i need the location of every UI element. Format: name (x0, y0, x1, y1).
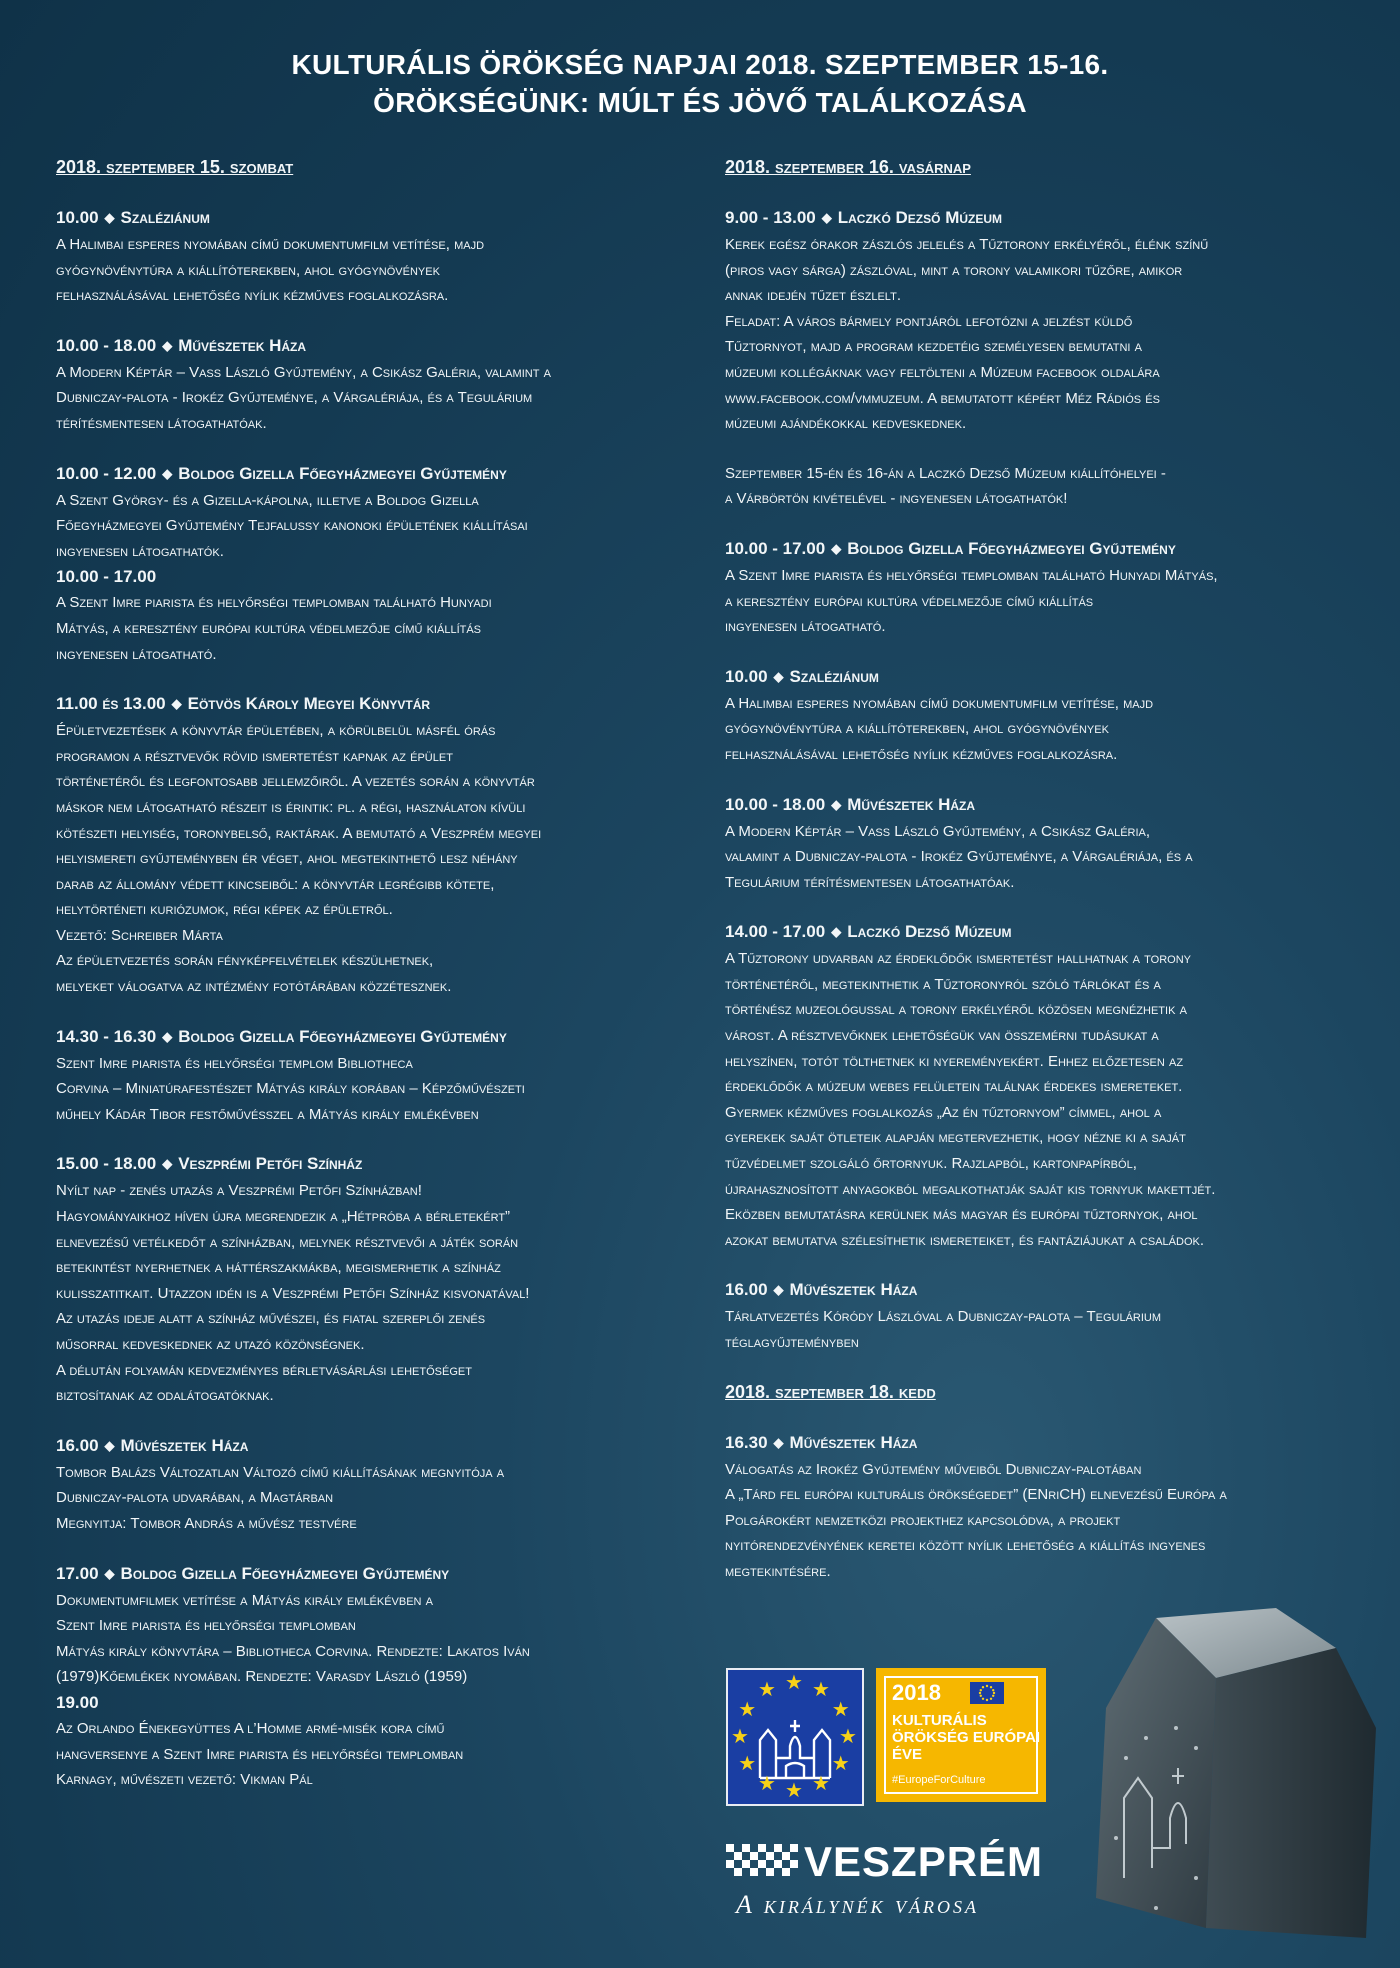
event-description-line: biztosítanak az odalátogatóknak. (56, 1387, 274, 1405)
diamond-icon: ◆ (104, 210, 115, 225)
event-heading (725, 664, 1350, 691)
event-description-line: hangversenye a Szent Imre piarista és helyőrségi templomban (56, 1745, 464, 1763)
event-description-line: Épületvezetések a könyvtár épületében, a körülbelül másfél órás (56, 722, 496, 740)
sunday-event (725, 664, 1350, 768)
sunday-event (725, 792, 1350, 896)
event-description-line: Hagyományaikhoz híven újra megrendezik a „Hétpróba a bérletekért” (56, 1208, 511, 1226)
event-description-line: Polgárokért nemzetközi projekthez kapcsolódva, a projekt (725, 1511, 1121, 1529)
event-description-line: annak idején tűzet észlelt. (725, 287, 901, 305)
event-time: 17.00 (56, 1563, 99, 1583)
engraved-stone-image (1086, 1608, 1386, 1948)
saturday-event (56, 1561, 676, 1793)
event-description-line: Az utazás ideje alatt a színház művészei, és fiatal szereplői zenés (56, 1310, 486, 1328)
event-description-line: gyerekek saját ötleteik alapján megtervezhetik, hogy nézne ki a saját (725, 1129, 1186, 1147)
poster-header (0, 46, 1400, 122)
event-description-line: kulisszatitkait. Utazzon idén is a Veszprémi Petőfi Színház kisvonatával! (56, 1284, 530, 1302)
diamond-icon: ◆ (162, 465, 173, 481)
event-subheading-time: 19.00 (56, 1692, 99, 1712)
event-description-line: történetéről és legfontosabb jellemzőiről. A vezetés során a könyvtár (56, 773, 535, 791)
event-description-line: Az Orlando Énekegyüttes A l’Homme armé-misék kora című (56, 1719, 445, 1737)
event-venue: Szaléziánum (789, 666, 879, 686)
diamond-icon: ◆ (171, 696, 182, 712)
eu-star-icon: ★ (785, 1672, 803, 1694)
event-description-line: Karnagy, művészeti vezető: Vikman Pál (56, 1771, 313, 1789)
event-description-line: Válogatás az Irokéz Gyűjtemény műveiből Dubniczay-palotában (725, 1460, 1142, 1478)
event-description-line: elnevezésű vetélkedőt a színházban, melynek résztvevői a játék során (56, 1233, 519, 1251)
event-description-line: Nyílt nap - zenés utazás a Veszprémi Petőfi Színházban! (56, 1182, 422, 1200)
day-title-tuesday: 2018. szeptember 18. kedd (725, 1381, 936, 1402)
event-description-line: Gyermek kézműves foglalkozás „Az én tűztornyom” címmel, ahol a (725, 1103, 1162, 1121)
sunday-event (725, 536, 1350, 640)
eu-star-icon: ★ (738, 1699, 757, 1721)
event-description-line: ingyenesen látogatható. (56, 645, 217, 663)
eu-star-icon: ★ (831, 1753, 850, 1775)
eu-star-icon: ★ (812, 1679, 830, 1702)
event-heading (56, 1433, 676, 1460)
diamond-icon: ◆ (831, 796, 842, 812)
event-description-line: A Szent Imre piarista és helyőrségi templomban található Hunyadi Mátyás, (725, 566, 1218, 584)
event-heading (56, 461, 676, 488)
event-description-line: Tegulárium térítésmentesen látogathatóak. (725, 873, 1015, 891)
saturday-event (56, 1024, 676, 1128)
event-description-line: téglagyűjteményben (725, 1334, 859, 1351)
eu-star-icon: ★ (785, 1780, 803, 1802)
event-venue: Szaléziánum (120, 208, 210, 227)
event-description-line: Mátyás király könyvtára – Bibliotheca Corvina. Rendezte: Lakatos Iván (56, 1642, 530, 1660)
event-description-line: Vezető: Schreiber Márta (56, 926, 223, 944)
event-description-line: Főegyházmegyei Gyűjtemény Tejfalussy kanonoki épületének kiállításai (56, 517, 528, 535)
event-description-line: Feladat: A város bármely pontjáról lefotózni a jelzést küldő (725, 312, 1133, 330)
tuesday-event (725, 1430, 1350, 1585)
event-heading (56, 333, 676, 360)
event-time: 14.00 - 17.00 (725, 922, 826, 942)
saturday-event (56, 461, 676, 668)
event-heading (725, 536, 1350, 563)
event-description-line: máskor nem látogatható részeit is érintik: pl. a régi, használaton kívüli (56, 798, 526, 816)
diamond-icon: ◆ (162, 1156, 173, 1172)
day-title-sunday: 2018. szeptember 16. vasárnap (725, 157, 971, 177)
event-description-line: A Halimbai esperes nyomában című dokumentumfilm vetítése, majd (725, 694, 1154, 712)
event-heading (725, 919, 1350, 946)
event-time: 16.00 (725, 1280, 768, 1300)
event-description-line: A Szent Imre piarista és helyőrségi templomban található Hunyadi (56, 594, 492, 612)
diamond-icon: ◆ (773, 1282, 784, 1298)
eu-stars-logo (726, 1668, 864, 1806)
saturday-event (56, 333, 676, 437)
diamond-icon: ◆ (821, 210, 832, 225)
event-description-line: ingyenesen látogathatók. (56, 542, 224, 560)
event-venue: Művészetek Háza (120, 1435, 249, 1455)
day-title-saturday: 2018. szeptember 15. szombat (56, 157, 294, 177)
event-description-line: térítésmentesen látogathatóak. (56, 414, 267, 432)
event-description-line: A Szent György- és a Gizella-kápolna, illetve a Boldog Gizella (56, 491, 479, 509)
event-heading (56, 1151, 676, 1178)
event-description-line: múzeumi kollégáknak vagy feltölteni a Múzeum facebook oldalára (725, 363, 1160, 381)
event-description-line: Tűztornyot, majd a program kezdetéig személyesen bemutatni a (725, 338, 1142, 356)
blank-line (725, 437, 1350, 461)
event-venue: Veszprémi Petőfi Színház (178, 1154, 363, 1174)
event-description-line: kötészeti helyiség, toronybelső, raktárak. A bemutató a Veszprém megyei (56, 824, 542, 842)
event-description-line: www.facebook.com/vmmuzeum. A bemutatott képért Méz Rádiós és (725, 389, 1160, 407)
event-venue: Boldog Gizella Főegyházmegyei Gyűjtemény (178, 1026, 507, 1046)
event-time: 16.30 (725, 1432, 768, 1452)
event-time: 10.00 (56, 208, 99, 227)
event-description-line: (1979)Kőemlékek nyomában. Rendezte: Varasdy László (1959) (56, 1668, 468, 1686)
eu-star-icon: ★ (839, 1726, 857, 1748)
event-time: 11.00 és 13.00 (56, 694, 166, 714)
event-time: 10.00 - 17.00 (725, 538, 826, 558)
event-venue: Művészetek Háza (847, 794, 976, 814)
eych-year: 2018 (892, 1680, 941, 1705)
event-venue: Boldog Gizella Főegyházmegyei Gyűjtemény (120, 1563, 450, 1583)
event-description-line: A „Tárd fel európai kulturális örökségedet” (ENriCH) elnevezésű Európa a (725, 1486, 1227, 1504)
eu-star-icon: ★ (738, 1753, 757, 1775)
eu-star-icon: ★ (812, 1772, 830, 1795)
european-year-cultural-heritage-logo (876, 1668, 1046, 1802)
eych-text-line3: ÉVE (892, 1746, 923, 1763)
event-description-line: a Várbörtön kivételével - ingyenesen látogathatók! (725, 490, 1068, 508)
event-description-line: megtekintésére. (725, 1562, 831, 1580)
castle-icon (750, 1700, 840, 1780)
event-time: 10.00 (725, 666, 768, 686)
event-heading (56, 1561, 676, 1588)
event-time: 16.00 (56, 1435, 99, 1455)
poster-title-line1: KULTURÁLIS ÖRÖKSÉG NAPJAI 2018. SZEPTEMBER 15-16. (291, 49, 1109, 80)
event-heading (725, 792, 1350, 819)
event-description-line: Dubniczay-palota udvarában, a Magtárban (56, 1489, 334, 1507)
event-description-line: Eközben bemutatásra kerülnek más magyar és európai tűztornyok, ahol (725, 1206, 1198, 1224)
event-description-line: A Halimbai esperes nyomában című dokumentumfilm vetítése, majd (56, 236, 485, 253)
event-description-line: helyszínen, totót tölthetnek ki nyereményekért. Ehhez előzetesen az (725, 1052, 1184, 1070)
eych-hashtag: #EuropeForCulture (892, 1774, 986, 1786)
event-description-line: felhasználásával lehetőség nyílik kézműves foglalkozásra. (56, 287, 449, 305)
event-heading (56, 205, 676, 232)
event-description-line: Tárlatvezetés Kóródy Lászlóval a Dubniczay-palota – Tegulárium (725, 1308, 1162, 1326)
event-description-line: Szeptember 15-én és 16-án a Laczkó Dezső Múzeum kiállítóhelyei - (725, 464, 1166, 482)
event-description-line: Tombor Balázs Változatlan Változó című kiállításának megnyitója a (56, 1463, 505, 1481)
event-time: 14.30 - 16.30 (56, 1026, 157, 1046)
diamond-icon: ◆ (773, 668, 784, 684)
event-heading (56, 691, 676, 718)
checkered-crown-icon (726, 1844, 798, 1884)
event-venue: Boldog Gizella Főegyházmegyei Gyűjtemény (178, 463, 507, 483)
poster-title-line2: ÖRÖKSÉGÜNK: MÚLT ÉS JÖVŐ TALÁLKOZÁSA (373, 87, 1027, 118)
event-description-line: darab az állomány védett kincseiből: a könyvtár legrégibb kötete, (56, 875, 495, 893)
event-description-line: Dubniczay-palota - Irokéz Gyűjteménye, a Várgalériája, és a Tegulárium (56, 389, 533, 407)
diamond-icon: ◆ (831, 924, 842, 940)
diamond-icon: ◆ (831, 540, 842, 556)
event-venue: Boldog Gizella Főegyházmegyei Gyűjtemény (847, 538, 1176, 558)
event-venue: Eötvös Károly Megyei Könyvtár (187, 694, 431, 714)
left-column-schedule (56, 155, 676, 1817)
event-time: 9.00 - 13.00 (725, 208, 816, 227)
event-heading (56, 1024, 676, 1051)
event-venue: Művészetek Háza (178, 335, 307, 355)
event-description-line: történész muzeológussal a torony erkélyéről közösen megnézhetik a (725, 1001, 1187, 1019)
event-description-line: várost. A résztvevőknek lehetőségük van összemérni tudásukat a (725, 1027, 1159, 1045)
sunday-event (725, 1277, 1350, 1355)
eych-text-line1: KULTURÁLIS (892, 1712, 987, 1729)
right-column-schedule (725, 155, 1350, 1609)
eu-star-icon: ★ (731, 1726, 749, 1748)
event-description-line: műhely Kádár Tibor festőművésszel a Mátyás király emlékévben (56, 1105, 479, 1123)
city-name: VESZPRÉM (804, 1838, 1044, 1885)
event-description-line: a keresztény európai kultúra védelmezője című kiállítás (725, 592, 1094, 610)
event-description-line: gyógynövénytúra a kiállítóterekben, ahol gyógynövények (725, 720, 1109, 738)
diamond-icon: ◆ (104, 1565, 115, 1581)
eu-star-icon: ★ (758, 1679, 776, 1702)
event-subheading-time: 10.00 - 17.00 (56, 567, 157, 587)
event-heading (725, 1430, 1350, 1457)
event-description-line: (piros vagy sárga) zászlóval, mint a torony valamikori tűzőre, amikor (725, 261, 1183, 279)
event-time: 10.00 - 12.00 (56, 463, 157, 483)
event-description-line: Megnyitja: Tombor András a művész testvére (56, 1514, 357, 1532)
event-description-line: Kerek egész órakor zászlós jelelés a Tűztorony erkélyéről, élénk színű (725, 236, 1209, 253)
event-description-line: A Modern Képtár – Vass László Gyűjtemény, a Csikász Galéria, (725, 822, 1151, 840)
event-description-line: műsorral kedveskednek az utazó közönségnek. (56, 1336, 365, 1353)
eu-star-icon: ★ (831, 1699, 850, 1721)
event-description-line: felhasználásával lehetőség nyílik kézműves foglalkozásra. (725, 745, 1118, 763)
event-description-line: tűzvédelmet szolgáló őrtornyuk. Rajzlapból, kartonpapírból, (725, 1155, 1137, 1173)
event-time: 15.00 - 18.00 (56, 1154, 157, 1174)
event-description-line: programon a résztvevők rövid ismertetést kapnak az épület (56, 747, 453, 765)
event-description-line: nyitórendezvényének keretei között nyílik lehetőség a kiállítás ingyenes (725, 1537, 1206, 1555)
event-description-line: Corvina – Miniatúrafestészet Mátyás király korában – Képzőművészeti (56, 1080, 525, 1098)
diamond-icon: ◆ (162, 1028, 173, 1044)
event-description-line: Dokumentumfilmek vetítése a Mátyás király emlékévben a (56, 1591, 433, 1609)
event-description-line: melyeket válogatva az intézmény fotótárában közzétesznek. (56, 978, 452, 996)
saturday-event (56, 691, 676, 1000)
event-description-line: ingyenesen látogatható. (725, 618, 886, 636)
event-description-line: Szent Imre piarista és helyőrségi templomban (56, 1617, 356, 1635)
event-time: 10.00 - 18.00 (56, 335, 157, 355)
event-venue: Laczkó Dezső Múzeum (837, 208, 1003, 227)
event-venue: Laczkó Dezső Múzeum (847, 922, 1012, 942)
event-heading (725, 205, 1350, 232)
eu-star-icon: ★ (758, 1772, 776, 1795)
eu-flag-icon (970, 1682, 1004, 1704)
event-description-line: Szent Imre piarista és helyőrségi templom Bibliotheca (56, 1054, 413, 1072)
event-description-line: történetéről, megtekinthetik a Tűztoronyról szóló tárlókat és a (725, 975, 1161, 993)
diamond-icon: ◆ (773, 1434, 784, 1450)
event-description-line: múzeumi ajándékokkal kedveskednek. (725, 415, 967, 433)
event-description-line: azokat bemutatva szélesíthetik ismereteiket, és fantáziájukat a családok. (725, 1231, 1205, 1249)
event-description-line: valamint a Dubniczay-palota - Irokéz Gyűjteménye, a Várgalériája, és a (725, 848, 1193, 866)
event-venue: Művészetek Háza (789, 1432, 918, 1452)
event-description-line: helyismereti gyűjteményben ér véget, ahol megtekinthető lesz néhány (56, 850, 518, 868)
diamond-icon: ◆ (162, 337, 173, 353)
event-description-line: Mátyás, a keresztény európai kultúra védelmezője című kiállítás (56, 619, 482, 637)
saturday-event (56, 1433, 676, 1537)
city-tagline: A királynék városa (736, 1890, 980, 1919)
event-description-line: gyógynövénytúra a kiállítóterekben, ahol gyógynövények (56, 261, 440, 279)
sunday-event (725, 205, 1350, 512)
event-time: 10.00 - 18.00 (725, 794, 826, 814)
event-venue: Művészetek Háza (789, 1280, 918, 1300)
event-description-line: A délután folyamán kedvezményes bérletvásárlási lehetőséget (56, 1361, 472, 1379)
event-description-line: A Tűztorony udvarban az érdeklődők ismertetést hallhatnak a torony (725, 950, 1192, 968)
saturday-event (56, 1151, 676, 1408)
event-description-line: Az épületvezetés során fényképfelvételek készülhetnek, (56, 952, 434, 970)
event-description-line: újrahasznosított anyagokból megalkothatják saját kis tornyuk makettjét. (725, 1180, 1216, 1198)
sunday-event (725, 919, 1350, 1253)
eych-text-line2: ÖRÖKSÉG EURÓPAI (892, 1729, 1041, 1746)
event-description-line: A Modern Képtár – Vass László Gyűjtemény, a Csikász Galéria, valamint a (56, 363, 551, 381)
saturday-event (56, 205, 676, 309)
event-heading (725, 1277, 1350, 1304)
event-description-line: helytörténeti kuriózumok, régi képek az épületről. (56, 901, 393, 919)
event-description-line: betekintést nyerhetnek a háttérszakmákba, megismerhetik a színház (56, 1259, 501, 1277)
diamond-icon: ◆ (104, 1437, 115, 1453)
event-description-line: érdeklődők a múzeum webes felületein találnak érdekes ismereteket. (725, 1078, 1183, 1096)
